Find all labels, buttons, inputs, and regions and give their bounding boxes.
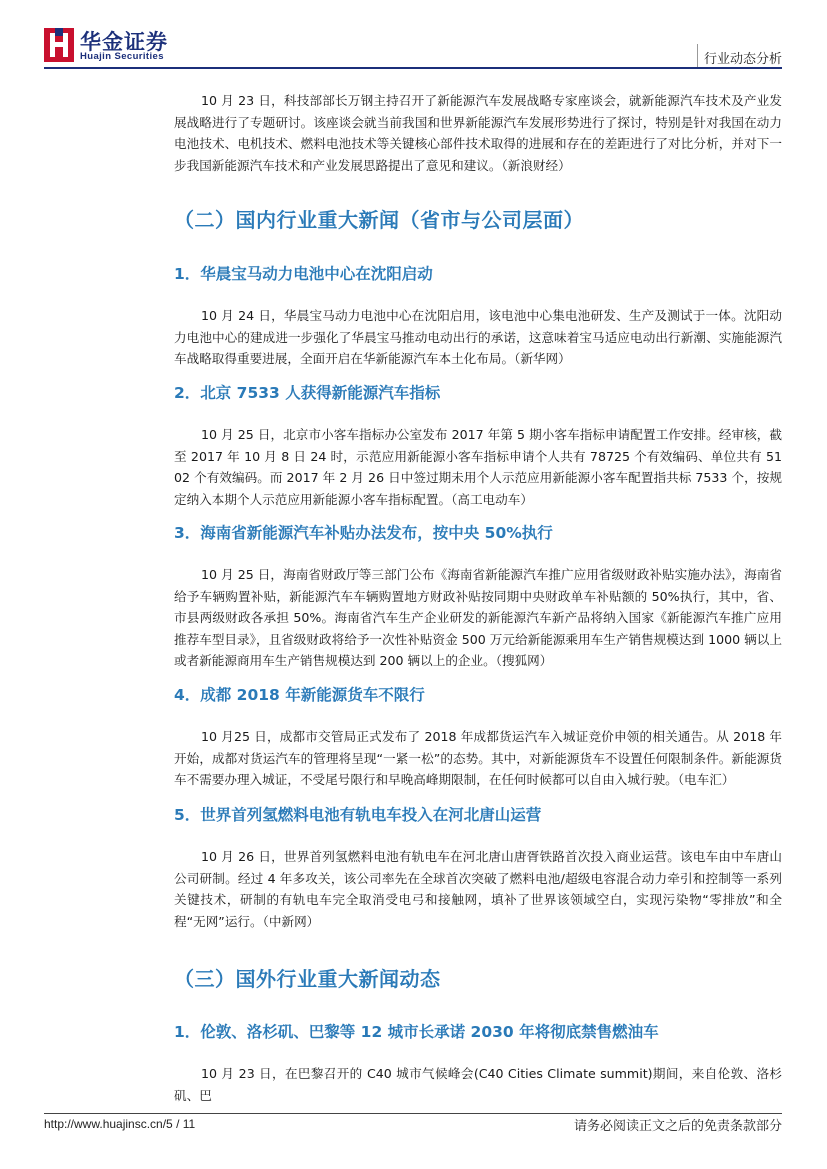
news-body-2-4: 10 月25 日，成都市交管局正式发布了 2018 年成都货运汽车入城证竞价申领的相关通告。从 2018 年开始，成都对货运汽车的管理将呈现“一紧一松”的态势。其中，对新能源货车不设置任何限制条件。新能源货车不需要办理入城证，不受尾号限行和早晚高峰期限制，在任何时候都可以自由入城行驶。（电车汇） <box>174 729 782 788</box>
footer-rule <box>44 1113 782 1114</box>
intro-paragraph: 10 月 23 日，科技部部长万钢主持召开了新能源汽车发展战略专家座谈会，就新能源汽车技术及产业发展战略进行了专题研讨。该座谈会就当前我国和世界新能源汽车发展形势进行了探讨，特别是针对我国在动力电池技术、电机技术、燃料电池技术等关键核心部件技术取得的进展和存在的差距进行了对比分析，并对下一步我国新能源汽车技术和产业发展思路提出了意见和建议。（新浪财经） <box>174 93 782 173</box>
news-heading-2-2: 2．北京 7533 人获得新能源汽车指标 <box>174 384 441 402</box>
logo-english-name: Huajin Securities <box>80 51 164 62</box>
header-divider <box>697 44 698 67</box>
report-type: 行业动态分析 <box>703 52 782 67</box>
news-heading-3-1: 1．伦敦、洛杉矶、巴黎等 12 城市长承诺 2030 年将彻底禁售燃油车 <box>174 1023 659 1041</box>
footer-url-page: http://www.huajinsc.cn/5 / 11 <box>44 1117 196 1131</box>
section3-title: （三）国外行业重大新闻动态 <box>174 967 441 991</box>
news-body-3-1: 10 月 23 日，在巴黎召开的 C40 城市气候峰会(C40 Cities Climate summit)期间，来自伦敦、洛杉矶、巴 <box>174 1066 782 1103</box>
logo-chinese-name: 华金证券 <box>80 30 168 54</box>
news-heading-2-4: 4．成都 2018 年新能源货车不限行 <box>174 686 425 704</box>
huajin-logo-icon <box>44 28 74 62</box>
news-heading-2-3: 3．海南省新能源汽车补贴办法发布，按中央 50%执行 <box>174 524 553 542</box>
news-body-2-3: 10 月 25 日，海南省财政厅等三部门公布《海南省新能源汽车推广应用省级财政补贴实施办法》，海南省给予车辆购置补贴，新能源汽车车辆购置地方财政补贴按同期中央财政单车补贴额的 50%执行，其中，省、市县两级财政各承担 50%。海南省汽车生产企业研发的新能源汽车新产品将纳入国家《新能源汽车推广应用推荐车型目录》，且省级财政将给予一次性补贴资金 500 万元给新能源乘用车生产销售规模达到 1000 辆以上或者新能源商用车生产销售规模达到 200 辆以上的企业。（搜狐网） <box>174 567 782 669</box>
header-rule <box>44 67 782 69</box>
section2-title: （二）国内行业重大新闻（省市与公司层面） <box>174 208 584 232</box>
news-body-2-2: 10 月 25 日，北京市小客车指标办公室发布 2017 年第 5 期小客车指标申请配置工作安排。经审核，截至 2017 年 10 月 8 日 24 时，示范应用新能源小客车指标申请个人共有 78725 个有效编码、单位共有 5102 个有效编码。而 2017 年 2 月 26 日中签过期未用个人示范应用新能源小客车配置指共标 7533 个，按规定纳入本期个人示范应用新能源小客车指标配置。（高工电动车） <box>174 427 782 507</box>
news-body-2-1: 10 月 24 日，华晨宝马动力电池中心在沈阳启用，该电池中心集电池研发、生产及测试于一体。沈阳动力电池中心的建成进一步强化了华晨宝马推动电动出行的承诺，这意味着宝马适应电动出行新潮、实施能源汽车战略取得重要进展，全面开启在华新能源汽车本土化布局。（新华网） <box>174 308 782 367</box>
footer-disclaimer: 请务必阅读正文之后的免责条款部分 <box>573 1119 782 1134</box>
news-body-2-5: 10 月 26 日，世界首列氢燃料电池有轨电车在河北唐山唐胥铁路首次投入商业运营。该电车由中车唐山公司研制。经过 4 年多攻关，该公司率先在全球首次突破了燃料电池/超级电容混合动力牵引和控制等一系列关键技术，研制的有轨电车完全取消受电弓和接触网，填补了世界该领域空白，实现污染物“零排放”和全程“无网”运行。（中新网） <box>174 849 782 929</box>
news-heading-2-5: 5．世界首列氢燃料电池有轨电车投入在河北唐山运营 <box>174 806 542 824</box>
page-header <box>0 0 827 70</box>
news-heading-2-1: 1．华晨宝马动力电池中心在沈阳启动 <box>174 265 433 283</box>
